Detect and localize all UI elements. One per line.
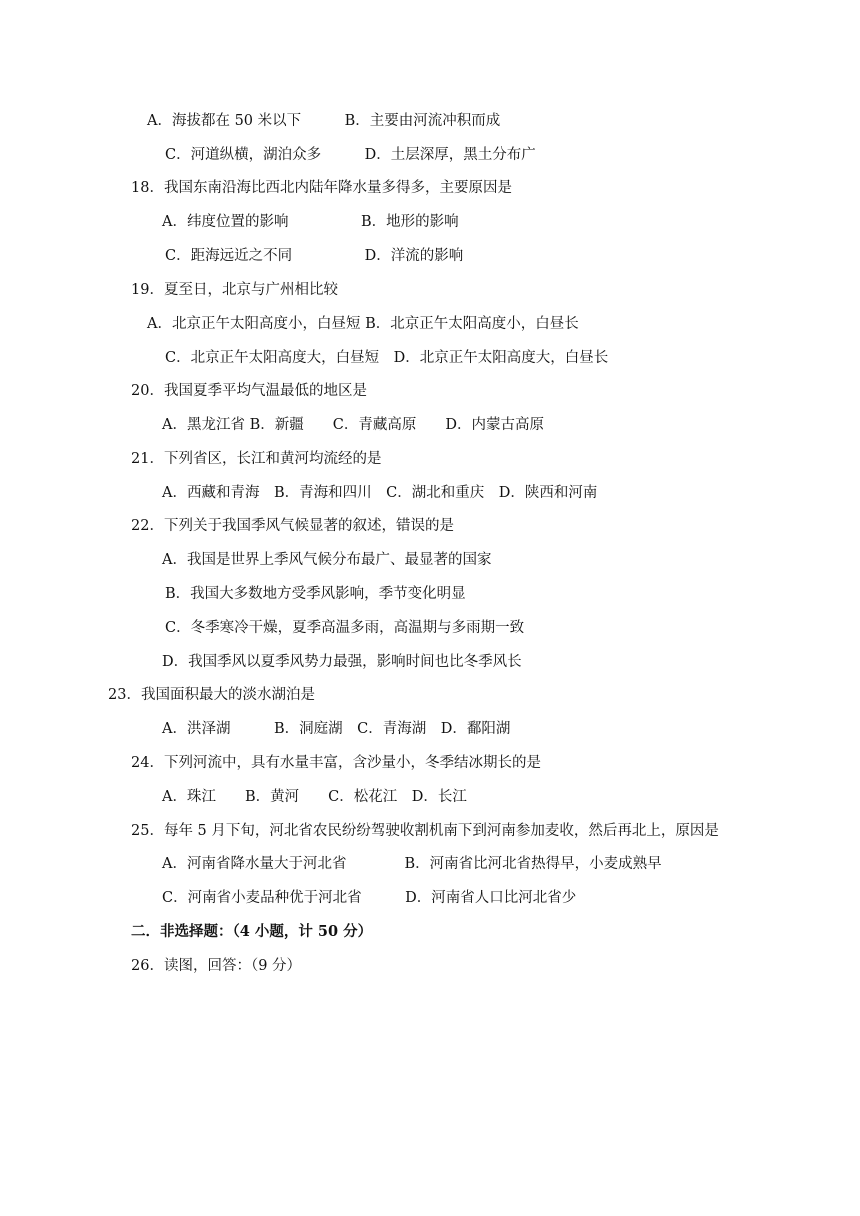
- q20-stem: 20．我国夏季平均气温最低的地区是: [131, 383, 367, 399]
- q22-option-b: B．我国大多数地方受季风影响，季节变化明显: [165, 586, 466, 602]
- q19-options-ab: A．北京正午太阳高度小，白昼短 B．北京正午太阳高度小，白昼长: [147, 316, 579, 332]
- q24-stem: 24．下列河流中，具有水量丰富，含沙量小，冬季结冰期长的是: [131, 755, 541, 771]
- q24-options: A．珠江 B．黄河 C．松花江 D．长江: [162, 789, 467, 805]
- q22-option-a: A．我国是世界上季风气候分布最广、最显著的国家: [162, 552, 492, 568]
- section-two-heading: 二．非选择题：（4 小题，计 50 分）: [131, 923, 373, 940]
- q22-option-c: C．冬季寒冷干燥，夏季高温多雨，高温期与多雨期一致: [165, 620, 525, 636]
- q21-options: A．西藏和青海 B．青海和四川 C．湖北和重庆 D．陕西和河南: [162, 485, 598, 501]
- q22-stem: 22．下列关于我国季风气候显著的叙述，错误的是: [131, 518, 454, 534]
- q17-options-ab: A．海拔都在 50 米以下 B．主要由河流冲积而成: [147, 113, 501, 129]
- q20-options: A．黑龙江省 B．新疆 C．青藏高原 D．内蒙古高原: [162, 417, 544, 433]
- q25-options-cd: C．河南省小麦品种优于河北省 D．河南省人口比河北省少: [162, 890, 577, 906]
- q19-stem: 19．夏至日，北京与广州相比较: [131, 282, 338, 298]
- q25-stem: 25．每年 5 月下旬，河北省农民纷纷驾驶收割机南下到河南参加麦收，然后再北上，原因是: [131, 823, 719, 839]
- q19-options-cd: C．北京正午太阳高度大，白昼短 D．北京正午太阳高度大，白昼长: [165, 350, 609, 366]
- q17-options-cd: C．河道纵横，湖泊众多 D．土层深厚，黑土分布广: [165, 147, 536, 163]
- q21-stem: 21．下列省区，长江和黄河均流经的是: [131, 451, 382, 467]
- q18-options-ab: A．纬度位置的影响 B．地形的影响: [162, 214, 459, 230]
- q25-options-ab: A．河南省降水量大于河北省 B．河南省比河北省热得早，小麦成熟早: [162, 856, 662, 872]
- q26-stem: 26．读图，回答：（9 分）: [131, 958, 302, 974]
- q18-options-cd: C．距海远近之不同 D．洋流的影响: [165, 248, 464, 264]
- q18-stem: 18．我国东南沿海比西北内陆年降水量多得多，主要原因是: [131, 180, 512, 196]
- q23-stem: 23．我国面积最大的淡水湖泊是: [108, 687, 315, 703]
- q23-options: A．洪泽湖 B．洞庭湖 C．青海湖 D．鄱阳湖: [162, 721, 511, 737]
- q22-option-d: D．我国季风以夏季风势力最强，影响时间也比冬季风长: [162, 654, 522, 670]
